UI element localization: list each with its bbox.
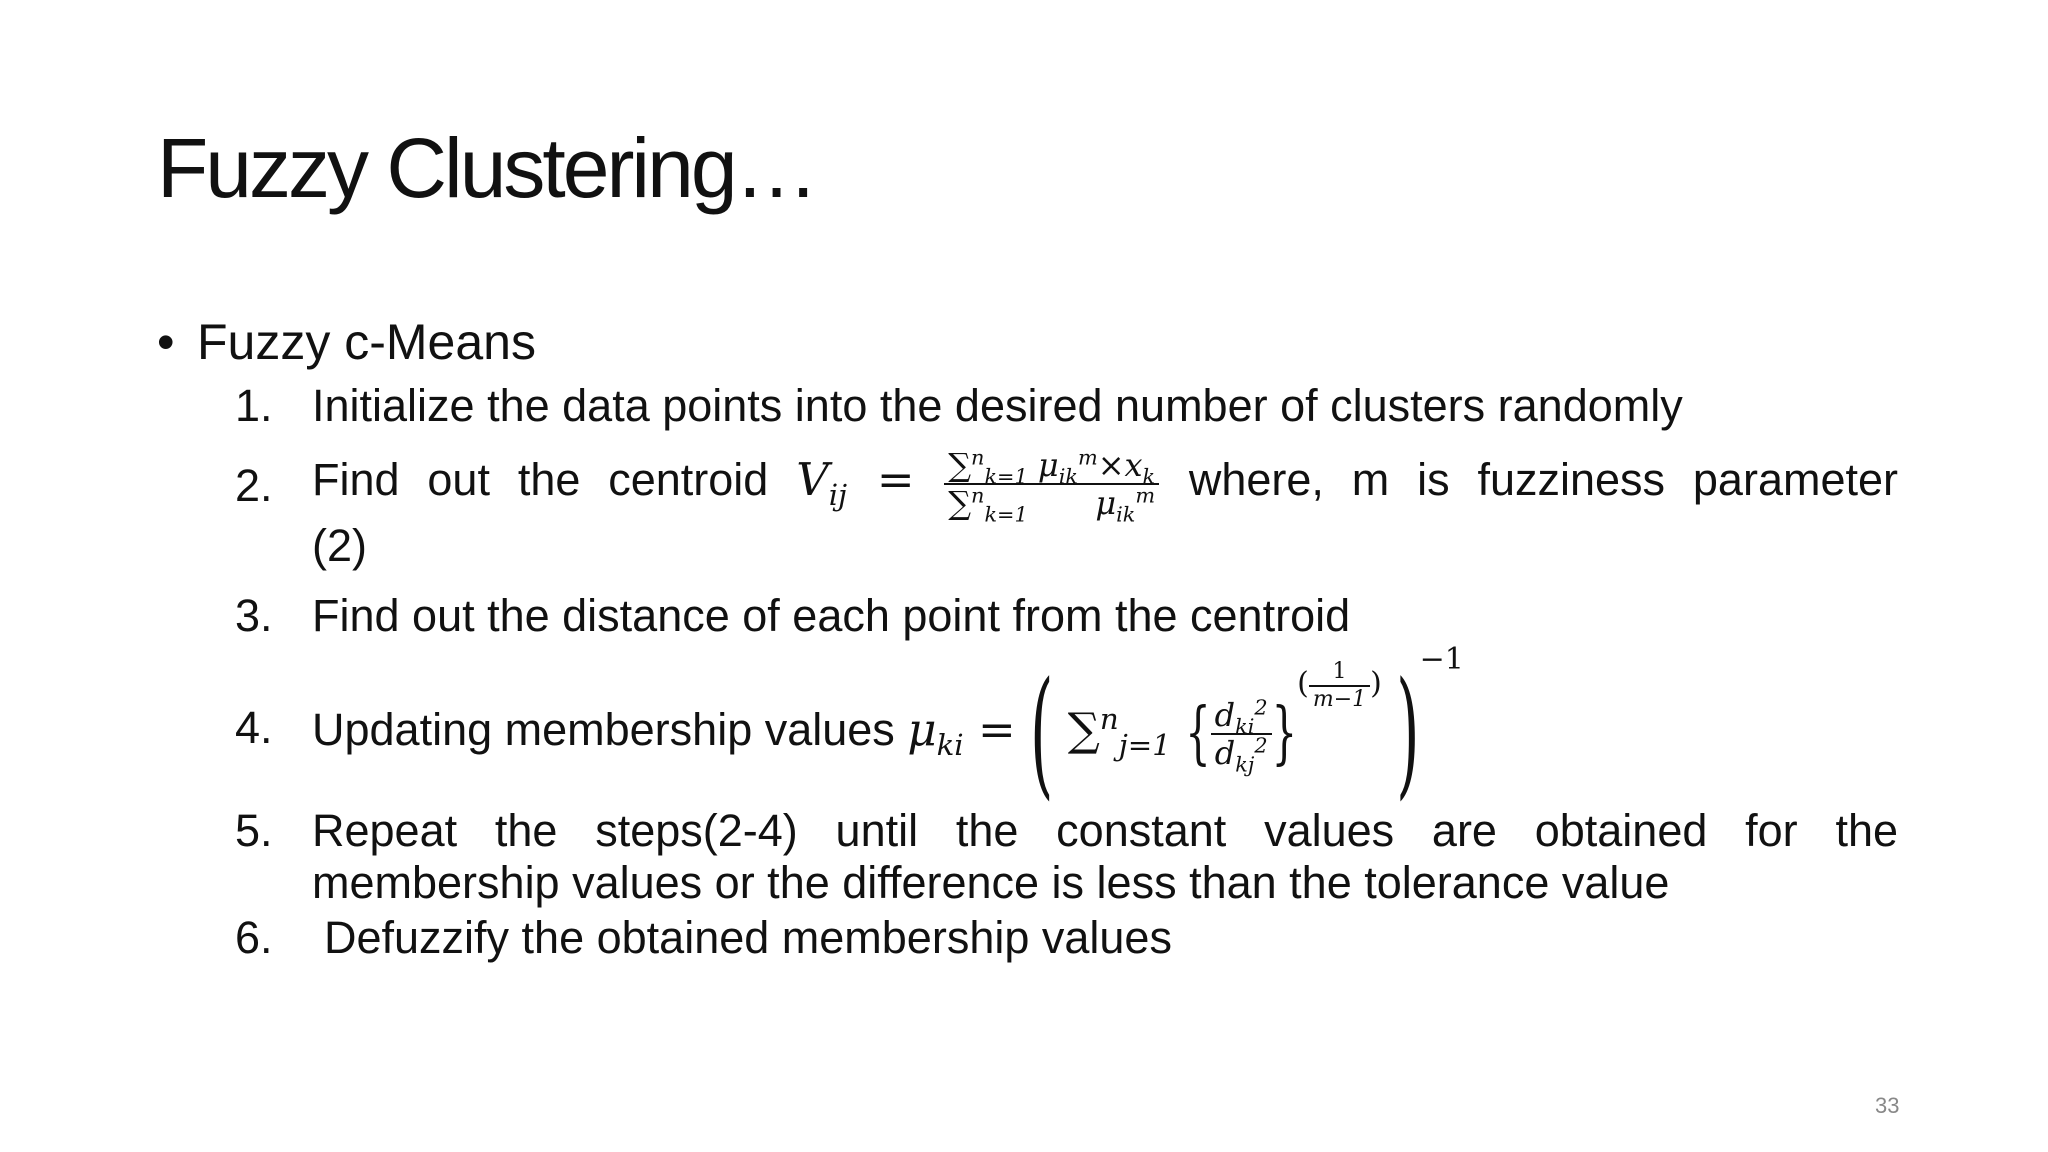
step-number: 3. [235, 590, 273, 641]
step-2 [235, 440, 1898, 572]
step-text-after: where, m is fuzziness parameter [1188, 454, 1898, 505]
step-number: 2. [235, 460, 273, 511]
step-number: 5. [235, 805, 273, 856]
step-text: Find out the distance of each point from the centroid [312, 590, 1351, 641]
membership-formula: $\mu_{ki}$ = ( ∑$^n_{j=1}$ { $\frac{d_{ki}^2}{d_{kj}^2}$ }$^{( \frac{1}{m-1} )}$ )$^{-1}$ [907, 642, 1464, 814]
step-6 [235, 912, 1898, 964]
step-2-line [312, 440, 1898, 526]
step-1 [235, 380, 1898, 432]
step-5-line-1: Repeat the steps(2-4) until the constant values are obtained for the [312, 805, 1898, 856]
bullet-fuzzy-c-means [157, 312, 536, 372]
centroid-fraction: $\frac{\sum^n_{k=1} \mu_{ik}^m\times x_k}{\sum^n_{k=1} \mu_{ik}^m}$ [944, 449, 1159, 519]
step-5-line-2: membership values or the difference is less than the tolerance value [312, 857, 1670, 908]
page-number: 33 [1875, 1093, 1900, 1118]
step-3 [235, 590, 1898, 642]
step-text: Defuzzify the obtained membership values [324, 912, 1172, 963]
step-4 [235, 642, 1898, 814]
step-text: Updating membership values [312, 704, 895, 755]
centroid-formula: $V_{ij}$ = $\frac{\sum^n_{k=1} \mu_{ik}^m\times x_k}{\sum^n_{k=1} \mu_{ik}^m}$ [796, 453, 1189, 506]
slide-title: Fuzzy Clustering… [157, 121, 816, 215]
step-number: 1. [235, 380, 273, 431]
step-2-continuation: (2) [312, 520, 367, 571]
step-text-before: Find out the centroid [312, 454, 769, 505]
step-5 [235, 805, 1898, 909]
bullet-text: Fuzzy c-Means [197, 314, 536, 370]
step-number: 4. [235, 702, 273, 753]
bullet-marker: • [157, 314, 175, 370]
step-number: 6. [235, 912, 273, 963]
step-4-line [312, 642, 1898, 814]
step-text: Initialize the data points into the desired number of clusters randomly [312, 380, 1683, 431]
